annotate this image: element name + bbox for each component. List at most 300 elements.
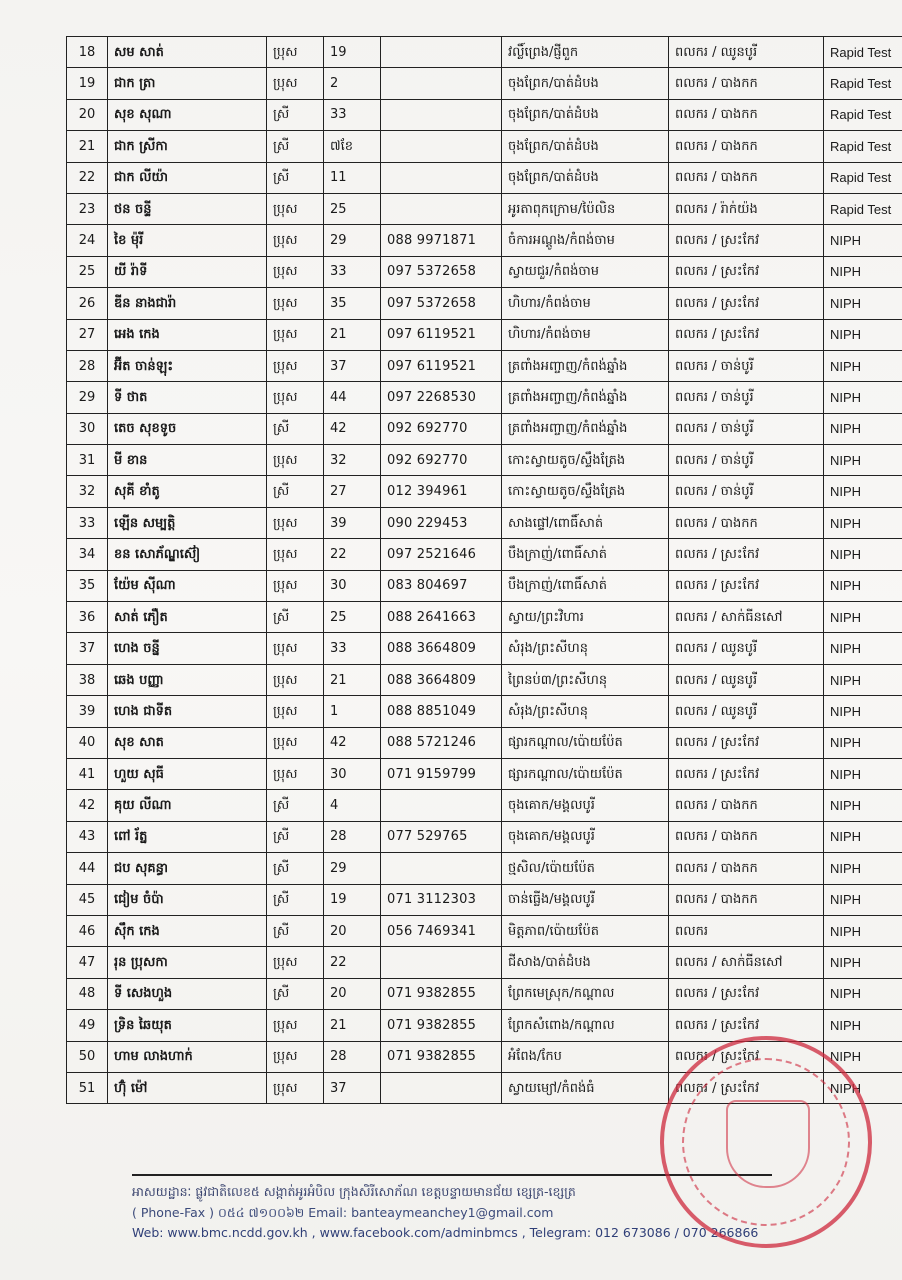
cell-name: ខៃ ម៉ុរី <box>108 225 267 256</box>
table-row <box>67 507 902 538</box>
cell-name: មី ខាន <box>108 445 267 476</box>
cell-name: គុយ លីណា <box>108 790 267 821</box>
cell-address: មិត្តភាព/ប៉ោយប៉ែត <box>502 915 669 946</box>
cell-address: កោះស្វាយតូច/ស្ទឹងត្រែង <box>502 445 669 476</box>
cell-age: 33 <box>324 99 381 130</box>
cell-phone: 088 9971871 <box>381 225 502 256</box>
table-row <box>67 68 902 99</box>
cell-address: អំពែង/កែប <box>502 1041 669 1072</box>
table-row <box>67 131 902 162</box>
cell-age: 4 <box>324 790 381 821</box>
cell-address: ហិហារ/កំពង់ចាម <box>502 319 669 350</box>
cell-name: ហេង ចន្នី <box>108 633 267 664</box>
cell-age: 25 <box>324 602 381 633</box>
cell-sex: ស្រី <box>267 131 324 162</box>
cell-sex: ប្រុស <box>267 193 324 224</box>
cell-age: 33 <box>324 256 381 287</box>
cell-age: 39 <box>324 507 381 538</box>
footer-web: Web: www.bmc.ncdd.gov.kh , www.facebook.com/adminbmcs , Telegram: 012 673086 / 070 266866 <box>132 1225 759 1241</box>
cell-age: 1 <box>324 696 381 727</box>
cell-sex: ស្រី <box>267 821 324 852</box>
cell-phone: 097 6119521 <box>381 350 502 381</box>
table-row <box>67 696 902 727</box>
cell-number: 41 <box>67 758 108 789</box>
cell-number: 48 <box>67 978 108 1009</box>
cell-name: សាត់ ភឿត <box>108 602 267 633</box>
cell-age: 21 <box>324 1010 381 1041</box>
cell-lab: NIPH <box>824 853 902 884</box>
cell-name: ខន សោភ័ណ្ឌស៊ៀ <box>108 539 267 570</box>
table-row <box>67 350 902 381</box>
cell-sex: ប្រុស <box>267 539 324 570</box>
table-row <box>67 790 902 821</box>
table-row <box>67 288 902 319</box>
table-row <box>67 193 902 224</box>
cell-workplace: ពលករ / បាងកក <box>669 884 824 915</box>
cell-lab: NIPH <box>824 727 902 758</box>
cell-number: 30 <box>67 413 108 444</box>
cell-workplace: ពលករ / ចាន់បូរី <box>669 476 824 507</box>
cell-number: 27 <box>67 319 108 350</box>
table-row <box>67 570 902 601</box>
cell-sex: ប្រុស <box>267 319 324 350</box>
table-row <box>67 256 902 287</box>
cell-name: សុគី ខាំតូ <box>108 476 267 507</box>
cell-number: 46 <box>67 915 108 946</box>
footer-contact: ( Phone-Fax ) ០៥៤ ៧១០០៦២ Email: banteaymeanchey1@gmail.com <box>132 1204 554 1220</box>
cell-phone: 097 5372658 <box>381 256 502 287</box>
cell-name: ហ៊ុំ ម៉ៅ <box>108 1072 267 1103</box>
cell-age: 37 <box>324 350 381 381</box>
cell-workplace: ពលករ / បាងកក <box>669 68 824 99</box>
cell-name: អេង កេង <box>108 319 267 350</box>
cell-number: 45 <box>67 884 108 915</box>
cell-name: ឌីន នាងជារ៉ា <box>108 288 267 319</box>
cell-sex: ប្រុស <box>267 382 324 413</box>
cell-phone: 088 3664809 <box>381 664 502 695</box>
cell-workplace: ពលករ / ចាន់បូរី <box>669 445 824 476</box>
cell-address: ស្វាយ/ព្រះវិហារ <box>502 602 669 633</box>
cell-workplace: ពលករ / ស្រះកែវ <box>669 256 824 287</box>
cell-address: ចាន់ធ្លើង/មង្គលបូរី <box>502 884 669 915</box>
cell-phone <box>381 193 502 224</box>
cell-number: 42 <box>67 790 108 821</box>
table-row <box>67 1010 902 1041</box>
cell-workplace: ពលករ / ស្រះកែវ <box>669 539 824 570</box>
cell-address: ត្រពាំងអញ្ចាញ/កំពង់ឆ្នាំង <box>502 382 669 413</box>
cell-phone: 088 8851049 <box>381 696 502 727</box>
cell-phone <box>381 1072 502 1103</box>
cell-address: ចុងព្រែក/បាត់ដំបង <box>502 68 669 99</box>
cell-number: 40 <box>67 727 108 758</box>
cell-workplace: ពលករ / ឈូនបូរី <box>669 664 824 695</box>
cell-age: 22 <box>324 539 381 570</box>
table-row <box>67 539 902 570</box>
cell-lab: NIPH <box>824 1041 902 1072</box>
cell-address: ព្រែកមេស្រុក/កណ្ដាល <box>502 978 669 1009</box>
cell-address: ព្រៃនប់៣/ព្រះសីហនុ <box>502 664 669 695</box>
cell-age: 42 <box>324 413 381 444</box>
cell-number: 21 <box>67 131 108 162</box>
cell-lab: Rapid Test <box>824 131 902 162</box>
table-row <box>67 225 902 256</box>
cell-lab: NIPH <box>824 664 902 695</box>
cell-number: 44 <box>67 853 108 884</box>
cell-lab: NIPH <box>824 413 902 444</box>
cell-name: ពៅ រ័ត្ន <box>108 821 267 852</box>
cell-age: 30 <box>324 570 381 601</box>
cell-name: សុខ សាត <box>108 727 267 758</box>
cell-phone: 088 5721246 <box>381 727 502 758</box>
cell-workplace: ពលករ / ឈូនបូរី <box>669 37 824 68</box>
cell-number: 51 <box>67 1072 108 1103</box>
cell-phone: 088 3664809 <box>381 633 502 664</box>
cell-workplace: ពលករ / ស្រះកែវ <box>669 1072 824 1103</box>
cell-phone <box>381 68 502 99</box>
cell-age: 42 <box>324 727 381 758</box>
table-row <box>67 1041 902 1072</box>
cell-name: ជាក ស្រីកា <box>108 131 267 162</box>
cell-age: ៧ខែ <box>324 131 381 162</box>
table-row <box>67 602 902 633</box>
cell-address: បឹងក្រាញ់/ពោធិ៍សាត់ <box>502 539 669 570</box>
cell-address: ត្រពាំងអញ្ចាញ/កំពង់ឆ្នាំង <box>502 413 669 444</box>
cell-number: 29 <box>67 382 108 413</box>
cell-workplace: ពលករ / ឈូនបូរី <box>669 696 824 727</box>
cell-sex: ប្រុស <box>267 758 324 789</box>
table-row <box>67 445 902 476</box>
cell-number: 39 <box>67 696 108 727</box>
cell-age: 33 <box>324 633 381 664</box>
cell-name: ជប សុគន្ធា <box>108 853 267 884</box>
cell-address: ជីសាង/បាត់ដំបង <box>502 947 669 978</box>
cell-lab: NIPH <box>824 696 902 727</box>
cell-phone <box>381 162 502 193</box>
cell-sex: ប្រុស <box>267 633 324 664</box>
cell-workplace: ពលករ / បាងកក <box>669 99 824 130</box>
cell-workplace: ពលករ / ឈូនបូរី <box>669 633 824 664</box>
cell-age: 2 <box>324 68 381 99</box>
cell-lab: NIPH <box>824 570 902 601</box>
cell-workplace: ពលករ / ស្រះកែវ <box>669 727 824 758</box>
cell-phone <box>381 790 502 821</box>
cell-name: សុខ សុណា <box>108 99 267 130</box>
cell-age: 20 <box>324 915 381 946</box>
cell-address: អូរតាពុកក្រោម/ប៉ៃលិន <box>502 193 669 224</box>
cell-lab: Rapid Test <box>824 68 902 99</box>
table-row <box>67 319 902 350</box>
cell-number: 24 <box>67 225 108 256</box>
cell-phone: 092 692770 <box>381 413 502 444</box>
cell-name: ហាម លាងហាក់ <box>108 1041 267 1072</box>
cell-phone: 071 3112303 <box>381 884 502 915</box>
cell-phone: 071 9382855 <box>381 1041 502 1072</box>
cell-lab: NIPH <box>824 539 902 570</box>
cell-number: 35 <box>67 570 108 601</box>
cell-number: 34 <box>67 539 108 570</box>
cell-sex: ប្រុស <box>267 1041 324 1072</box>
table-row <box>67 99 902 130</box>
cell-lab: NIPH <box>824 507 902 538</box>
cell-workplace: ពលករ / បាងកក <box>669 131 824 162</box>
cell-age: 19 <box>324 37 381 68</box>
cell-number: 19 <box>67 68 108 99</box>
cell-name: ឡើន សម្បត្តិ <box>108 507 267 538</box>
cell-age: 29 <box>324 853 381 884</box>
table-row <box>67 382 902 413</box>
cell-lab: NIPH <box>824 1072 902 1103</box>
table-row <box>67 947 902 978</box>
cell-lab: NIPH <box>824 978 902 1009</box>
cell-workplace: ពលករ / សាក់ធីនសៅ <box>669 602 824 633</box>
cell-workplace: ពលករ / បាងកក <box>669 821 824 852</box>
cell-lab: Rapid Test <box>824 99 902 130</box>
cell-sex: ប្រុស <box>267 225 324 256</box>
cell-number: 22 <box>67 162 108 193</box>
cell-phone: 071 9382855 <box>381 978 502 1009</box>
table-row <box>67 758 902 789</box>
cell-sex: ប្រុស <box>267 445 324 476</box>
table-row <box>67 664 902 695</box>
cell-age: 28 <box>324 821 381 852</box>
case-list-body <box>67 37 902 1104</box>
cell-lab: Rapid Test <box>824 37 902 68</box>
cell-workplace: ពលករ / បាងកក <box>669 162 824 193</box>
cell-address: សំរុង/ព្រះសីហនុ <box>502 633 669 664</box>
cell-name: ស៊ឹក កេង <box>108 915 267 946</box>
cell-lab: NIPH <box>824 445 902 476</box>
cell-phone: 012 394961 <box>381 476 502 507</box>
cell-number: 31 <box>67 445 108 476</box>
cell-number: 50 <box>67 1041 108 1072</box>
cell-sex: ប្រុស <box>267 507 324 538</box>
cell-phone: 092 692770 <box>381 445 502 476</box>
cell-number: 28 <box>67 350 108 381</box>
cell-age: 21 <box>324 664 381 695</box>
cell-lab: NIPH <box>824 319 902 350</box>
cell-sex: ស្រី <box>267 853 324 884</box>
cell-address: ចុងគោក/មង្គលបូរី <box>502 790 669 821</box>
cell-lab: NIPH <box>824 602 902 633</box>
cell-phone: 097 5372658 <box>381 288 502 319</box>
cell-sex: ស្រី <box>267 476 324 507</box>
cell-number: 25 <box>67 256 108 287</box>
table-row <box>67 476 902 507</box>
cell-age: 30 <box>324 758 381 789</box>
cell-address: ចុងព្រែក/បាត់ដំបង <box>502 162 669 193</box>
cell-lab: Rapid Test <box>824 162 902 193</box>
cell-sex: ស្រី <box>267 790 324 821</box>
cell-name: ទី សេងហួង <box>108 978 267 1009</box>
cell-address: កោះស្វាយតូច/ស្ទឹងត្រែង <box>502 476 669 507</box>
cell-sex: ប្រុស <box>267 350 324 381</box>
cell-number: 33 <box>67 507 108 538</box>
cell-lab: Rapid Test <box>824 193 902 224</box>
cell-workplace: ពលករ / រ៉ាក់យ៉ង <box>669 193 824 224</box>
cell-sex: ស្រី <box>267 978 324 1009</box>
cell-phone <box>381 947 502 978</box>
letterhead-footer <box>132 1174 772 1244</box>
cell-number: 43 <box>67 821 108 852</box>
table-row <box>67 884 902 915</box>
cell-address: វល្លិ៍ព្រេង/ផ្ញីពួក <box>502 37 669 68</box>
cell-phone: 056 7469341 <box>381 915 502 946</box>
cell-name: សម សាត់ <box>108 37 267 68</box>
cell-sex: ប្រុស <box>267 1010 324 1041</box>
cell-number: 23 <box>67 193 108 224</box>
cell-name: អ៊ីត ចាន់ឡុះ <box>108 350 267 381</box>
cell-name: ជៀម ចំប៉ា <box>108 884 267 915</box>
cell-workplace: ពលករ / ចាន់បូរី <box>669 413 824 444</box>
cell-lab: NIPH <box>824 1010 902 1041</box>
cell-address: ត្រពាំងអញ្ចាញ/កំពង់ឆ្នាំង <box>502 350 669 381</box>
cell-lab: NIPH <box>824 884 902 915</box>
cell-phone <box>381 853 502 884</box>
cell-number: 37 <box>67 633 108 664</box>
cell-number: 32 <box>67 476 108 507</box>
cell-workplace: ពលករ / សាក់ធីនសៅ <box>669 947 824 978</box>
cell-lab: NIPH <box>824 225 902 256</box>
cell-age: 20 <box>324 978 381 1009</box>
cell-name: ហួយ សុធី <box>108 758 267 789</box>
table-row <box>67 915 902 946</box>
cell-address: ផ្សារកណ្ដាល/ប៉ោយប៉ែត <box>502 758 669 789</box>
cell-sex: ស្រី <box>267 413 324 444</box>
cell-workplace: ពលករ / បាងកក <box>669 790 824 821</box>
cell-workplace: ពលករ / ស្រះកែវ <box>669 225 824 256</box>
cell-sex: ប្រុស <box>267 664 324 695</box>
cell-workplace: ពលករ / ស្រះកែវ <box>669 570 824 601</box>
cell-address: ផ្សារកណ្ដាល/ប៉ោយប៉ែត <box>502 727 669 758</box>
cell-sex: ប្រុស <box>267 696 324 727</box>
cell-lab: NIPH <box>824 350 902 381</box>
table-row <box>67 1072 902 1103</box>
cell-phone: 083 804697 <box>381 570 502 601</box>
cell-phone <box>381 37 502 68</box>
cell-age: 25 <box>324 193 381 224</box>
cell-name: តេច សុខទូច <box>108 413 267 444</box>
cell-number: 49 <box>67 1010 108 1041</box>
cell-workplace: ពលករ / បាងកក <box>669 853 824 884</box>
table-row <box>67 162 902 193</box>
cell-phone <box>381 99 502 130</box>
cell-age: 29 <box>324 225 381 256</box>
cell-sex: ស្រី <box>267 915 324 946</box>
cell-lab: NIPH <box>824 790 902 821</box>
cell-sex: ស្រី <box>267 99 324 130</box>
cell-address: ចុងព្រែក/បាត់ដំបង <box>502 131 669 162</box>
cell-workplace: ពលករ / ស្រះកែវ <box>669 288 824 319</box>
cell-name: ជាក ត្រា <box>108 68 267 99</box>
cell-phone: 071 9159799 <box>381 758 502 789</box>
cell-address: ថ្មសិល/ប៉ោយប៉ែត <box>502 853 669 884</box>
cell-name: ទ្រិន ឆៃយុត <box>108 1010 267 1041</box>
table-row <box>67 853 902 884</box>
cell-number: 20 <box>67 99 108 130</box>
cell-lab: NIPH <box>824 633 902 664</box>
cell-workplace: ពលករ <box>669 915 824 946</box>
cell-age: 35 <box>324 288 381 319</box>
cell-workplace: ពលករ / ស្រះកែវ <box>669 758 824 789</box>
cell-sex: ស្រី <box>267 162 324 193</box>
cell-number: 18 <box>67 37 108 68</box>
cell-lab: NIPH <box>824 758 902 789</box>
cell-address: សាងផ្ទៅ/ពោធិ៍សាត់ <box>502 507 669 538</box>
cell-phone <box>381 131 502 162</box>
table-row <box>67 727 902 758</box>
cell-age: 44 <box>324 382 381 413</box>
cell-address: ព្រែកសំពោង/កណ្ដាល <box>502 1010 669 1041</box>
cell-sex: ប្រុស <box>267 570 324 601</box>
cell-address: បឹងក្រាញ់/ពោធិ៍សាត់ <box>502 570 669 601</box>
cell-number: 38 <box>67 664 108 695</box>
cell-workplace: ពលករ / ស្រះកែវ <box>669 1010 824 1041</box>
table-row <box>67 37 902 68</box>
cell-name: ថន ចន្ទី <box>108 193 267 224</box>
cell-age: 28 <box>324 1041 381 1072</box>
cell-lab: NIPH <box>824 256 902 287</box>
cell-age: 32 <box>324 445 381 476</box>
cell-workplace: ពលករ / ស្រះកែវ <box>669 319 824 350</box>
cell-address: ចុងព្រែក/បាត់ដំបង <box>502 99 669 130</box>
table-row <box>67 633 902 664</box>
cell-sex: ប្រុស <box>267 256 324 287</box>
cell-age: 19 <box>324 884 381 915</box>
table-row <box>67 978 902 1009</box>
cell-phone: 088 2641663 <box>381 602 502 633</box>
cell-lab: NIPH <box>824 382 902 413</box>
cell-address: ស្វាយម្យៅ/កំពង់ធំ <box>502 1072 669 1103</box>
cell-phone: 097 2521646 <box>381 539 502 570</box>
cell-sex: ប្រុស <box>267 1072 324 1103</box>
cell-name: ហេង ជាទីត <box>108 696 267 727</box>
cell-age: 21 <box>324 319 381 350</box>
cell-phone: 077 529765 <box>381 821 502 852</box>
cell-name: ឆេង បញ្ញា <box>108 664 267 695</box>
cell-age: 22 <box>324 947 381 978</box>
cell-workplace: ពលករ / ចាន់បូរី <box>669 350 824 381</box>
cell-address: ស្វាយជួរ/កំពង់ចាម <box>502 256 669 287</box>
cell-name: ជាក លីយ៉ា <box>108 162 267 193</box>
cell-number: 47 <box>67 947 108 978</box>
cell-lab: NIPH <box>824 476 902 507</box>
cell-address: ហិហារ/កំពង់ចាម <box>502 288 669 319</box>
cell-sex: ស្រី <box>267 884 324 915</box>
cell-lab: NIPH <box>824 288 902 319</box>
cell-phone: 090 229453 <box>381 507 502 538</box>
cell-phone: 097 6119521 <box>381 319 502 350</box>
cell-age: 27 <box>324 476 381 507</box>
cell-workplace: ពលករ / ស្រះកែវ <box>669 1041 824 1072</box>
cell-age: 37 <box>324 1072 381 1103</box>
cell-number: 26 <box>67 288 108 319</box>
case-list-table <box>66 36 902 1104</box>
cell-sex: ប្រុស <box>267 727 324 758</box>
cell-lab: NIPH <box>824 915 902 946</box>
cell-sex: ប្រុស <box>267 68 324 99</box>
cell-lab: NIPH <box>824 821 902 852</box>
cell-name: យី រ៉ាទី <box>108 256 267 287</box>
cell-workplace: ពលករ / បាងកក <box>669 507 824 538</box>
cell-address: សំរុង/ព្រះសីហនុ <box>502 696 669 727</box>
cell-lab: NIPH <box>824 947 902 978</box>
cell-phone: 071 9382855 <box>381 1010 502 1041</box>
cell-name: យ៉ែម ស៊ីណា <box>108 570 267 601</box>
cell-age: 11 <box>324 162 381 193</box>
cell-name: ទី ថាត <box>108 382 267 413</box>
table-row <box>67 413 902 444</box>
cell-workplace: ពលករ / ចាន់បូរី <box>669 382 824 413</box>
